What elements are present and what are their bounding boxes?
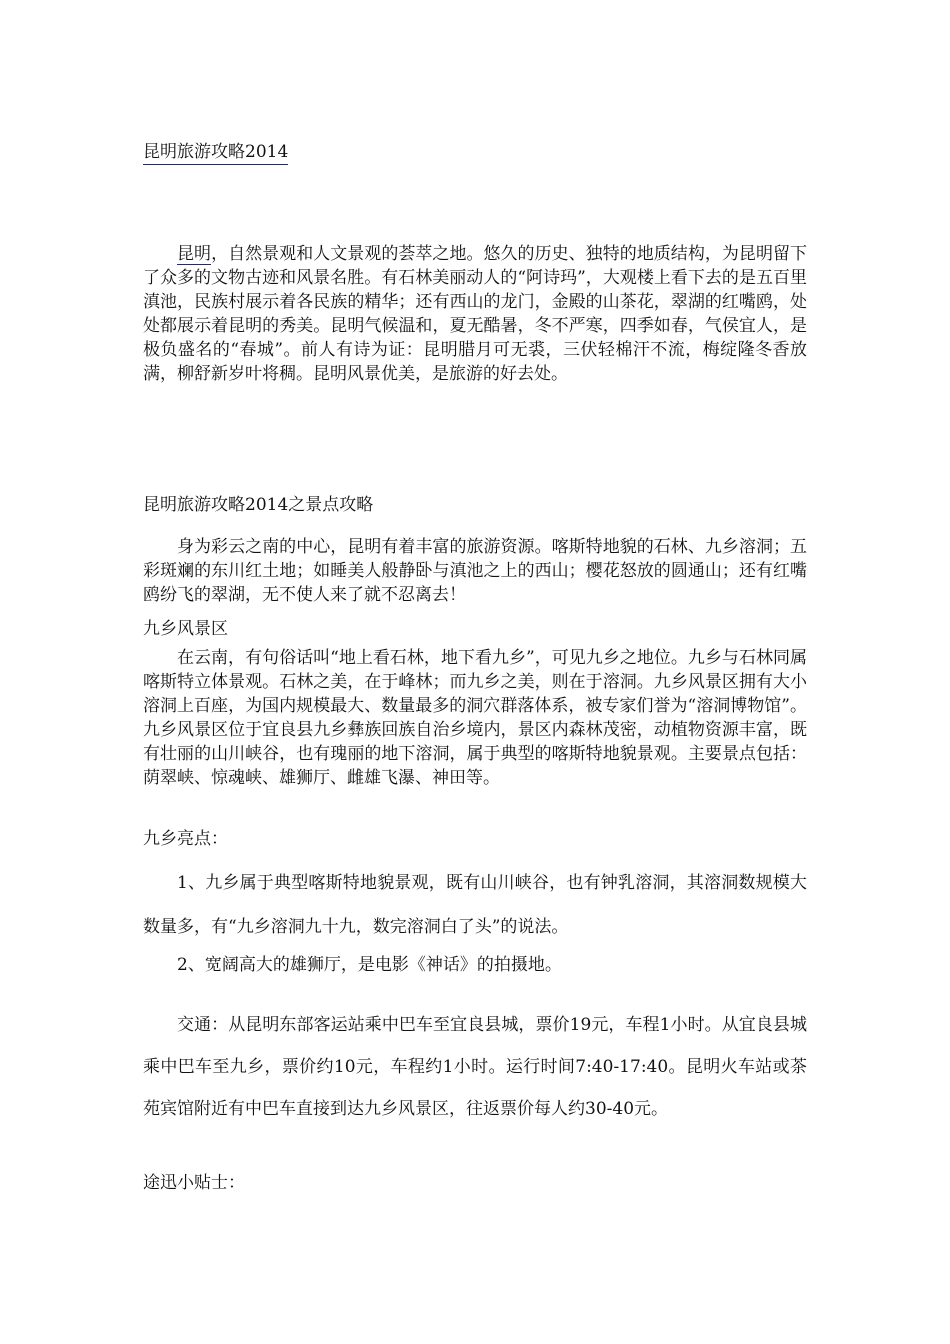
document-title-link[interactable]: 昆明旅游攻略2014 xyxy=(143,141,288,165)
jiuxiang-paragraph: 在云南，有句俗话叫“地上看石林，地下看九乡”，可见九乡之地位。九乡与石林同属喀斯特立体景观。石林之美，在于峰林；而九乡之美，则在于溶洞。九乡风景区拥有大小溶洞上百座，为国内规模最大、数量最多的洞穴群落体系，被专家们誉为“溶洞博物馆”。九乡风景区位于宜良县九乡彝族回族自治乡境内，景区内森林茂密，动植物资源丰富，既有壮丽的山川峡谷，也有瑰丽的地下溶洞，属于典型的喀斯特地貌景观。主要景点包括：荫翠峡、惊魂峡、雄狮厅、雌雄飞瀑、神田等。 xyxy=(143,648,807,788)
kunming-link[interactable]: 昆明 xyxy=(177,244,212,264)
section-heading: 昆明旅游攻略2014之景点攻略 xyxy=(143,495,374,515)
highlight-item-2: 2、宽阔高大的雄狮厅，是电影《神话》的拍摄地。 xyxy=(177,955,562,975)
jiuxiang-heading: 九乡风景区 xyxy=(143,619,228,639)
highlight-item-1: 1、九乡属于典型喀斯特地貌景观，既有山川峡谷，也有钟乳溶洞，其溶洞数规模大数量多，有“九乡溶洞九十九，数完溶洞白了头”的说法。 xyxy=(143,873,807,937)
tips-heading: 途迅小贴士： xyxy=(143,1173,245,1193)
intro-paragraph xyxy=(143,242,807,386)
transport-paragraph: 交通：从昆明东部客运站乘中巴车至宜良县城，票价19元，车程1小时。从宜良县城乘中巴车至九乡，票价约10元，车程约1小时。运行时间7:40-17:40。昆明火车站或茶苑宾馆附近有中巴车直接到达九乡风景区，往返票价每人约30-40元。 xyxy=(143,1015,807,1119)
highlights-heading: 九乡亮点： xyxy=(143,829,228,849)
intro-text: ，自然景观和人文景观的荟萃之地。悠久的历史、独特的地质结构，为昆明留下了众多的文物古迹和风景名胜。有石林美丽动人的“阿诗玛”，大观楼上看下去的是五百里滇池，民族村展示着各民族的精华；还有西山的龙门，金殿的山茶花，翠湖的红嘴鸥，处处都展示着昆明的秀美。昆明气候温和，夏无酷暑，冬不严寒，四季如春，气侯宜人，是极负盛名的“春城”。前人有诗为证：昆明腊月可无裘，三伏轻棉汗不流，梅绽隆冬香放满，柳舒新岁叶将稠。昆明风景优美，是旅游的好去处。 xyxy=(143,244,808,384)
section-paragraph: 身为彩云之南的中心，昆明有着丰富的旅游资源。喀斯特地貌的石林、九乡溶洞；五彩斑斓的东川红土地；如睡美人般静卧与滇池之上的西山；樱花怒放的圆通山；还有红嘴鸥纷飞的翠湖，无不使人来了就不忍离去！ xyxy=(143,537,807,605)
